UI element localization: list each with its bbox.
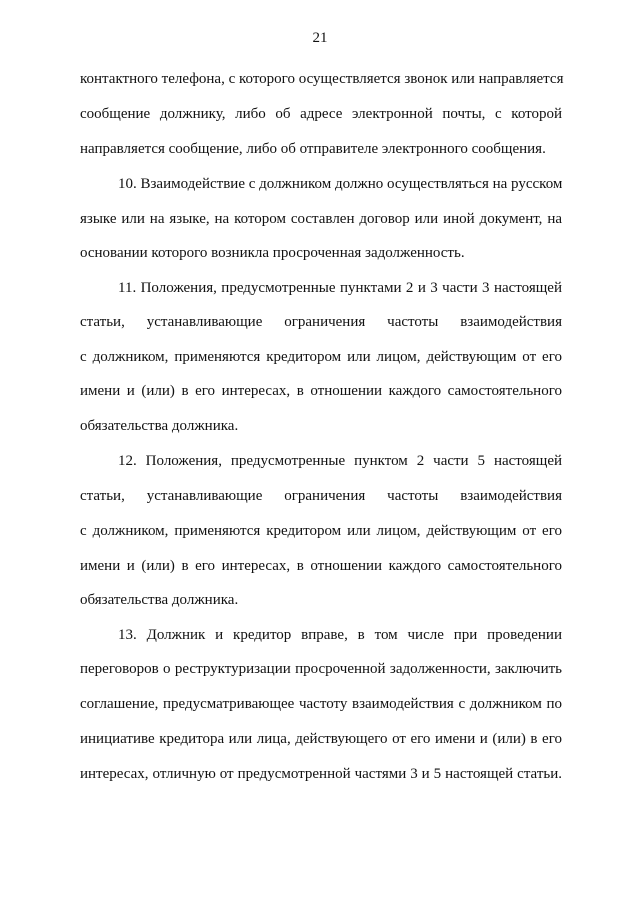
text-line: направляется сообщение, либо об отправителе электронного сообщения. — [80, 141, 546, 157]
paragraph-start-line: 13. Должник и кредитор вправе, в том числе при проведении — [118, 627, 562, 643]
text-line: статьи, устанавливающие ограничения частоты взаимодействия — [80, 314, 562, 330]
text-line: переговоров о реструктуризации просроченной задолженности, заключить — [80, 661, 562, 677]
text-line: контактного телефона, с которого осуществляется звонок или направляется — [80, 71, 564, 87]
text-line: инициативе кредитора или лица, действующего от его имени и (или) в его — [80, 731, 562, 747]
text-line: имени и (или) в его интересах, в отношении каждого самостоятельного — [80, 558, 562, 574]
text-line: с должником, применяются кредитором или лицом, действующим от его — [80, 523, 562, 539]
text-line: основании которого возникла просроченная задолженность. — [80, 245, 465, 261]
page-number: 21 — [312, 30, 328, 46]
text-line: интересах, отличную от предусмотренной частями 3 и 5 настоящей статьи. — [80, 766, 562, 782]
text-line: обязательства должника. — [80, 418, 239, 434]
paragraph-start-line: 11. Положения, предусмотренные пунктами 2 и 3 части 3 настоящей — [118, 280, 562, 296]
text-line: статьи, устанавливающие ограничения частоты взаимодействия — [80, 488, 562, 504]
paragraph-start-line: 10. Взаимодействие с должником должно осуществляться на русском — [118, 176, 563, 192]
text-line: обязательства должника. — [80, 592, 239, 608]
text-line: языке или на языке, на котором составлен договор или иной документ, на — [80, 211, 562, 227]
text-line: с должником, применяются кредитором или лицом, действующим от его — [80, 349, 562, 365]
text-line: сообщение должнику, либо об адресе электронной почты, с которой — [80, 106, 562, 122]
paragraph-start-line: 12. Положения, предусмотренные пунктом 2 части 5 настоящей — [118, 453, 562, 469]
text-line: имени и (или) в его интересах, в отношении каждого самостоятельного — [80, 383, 562, 399]
text-line: соглашение, предусматривающее частоту взаимодействия с должником по — [80, 696, 562, 712]
